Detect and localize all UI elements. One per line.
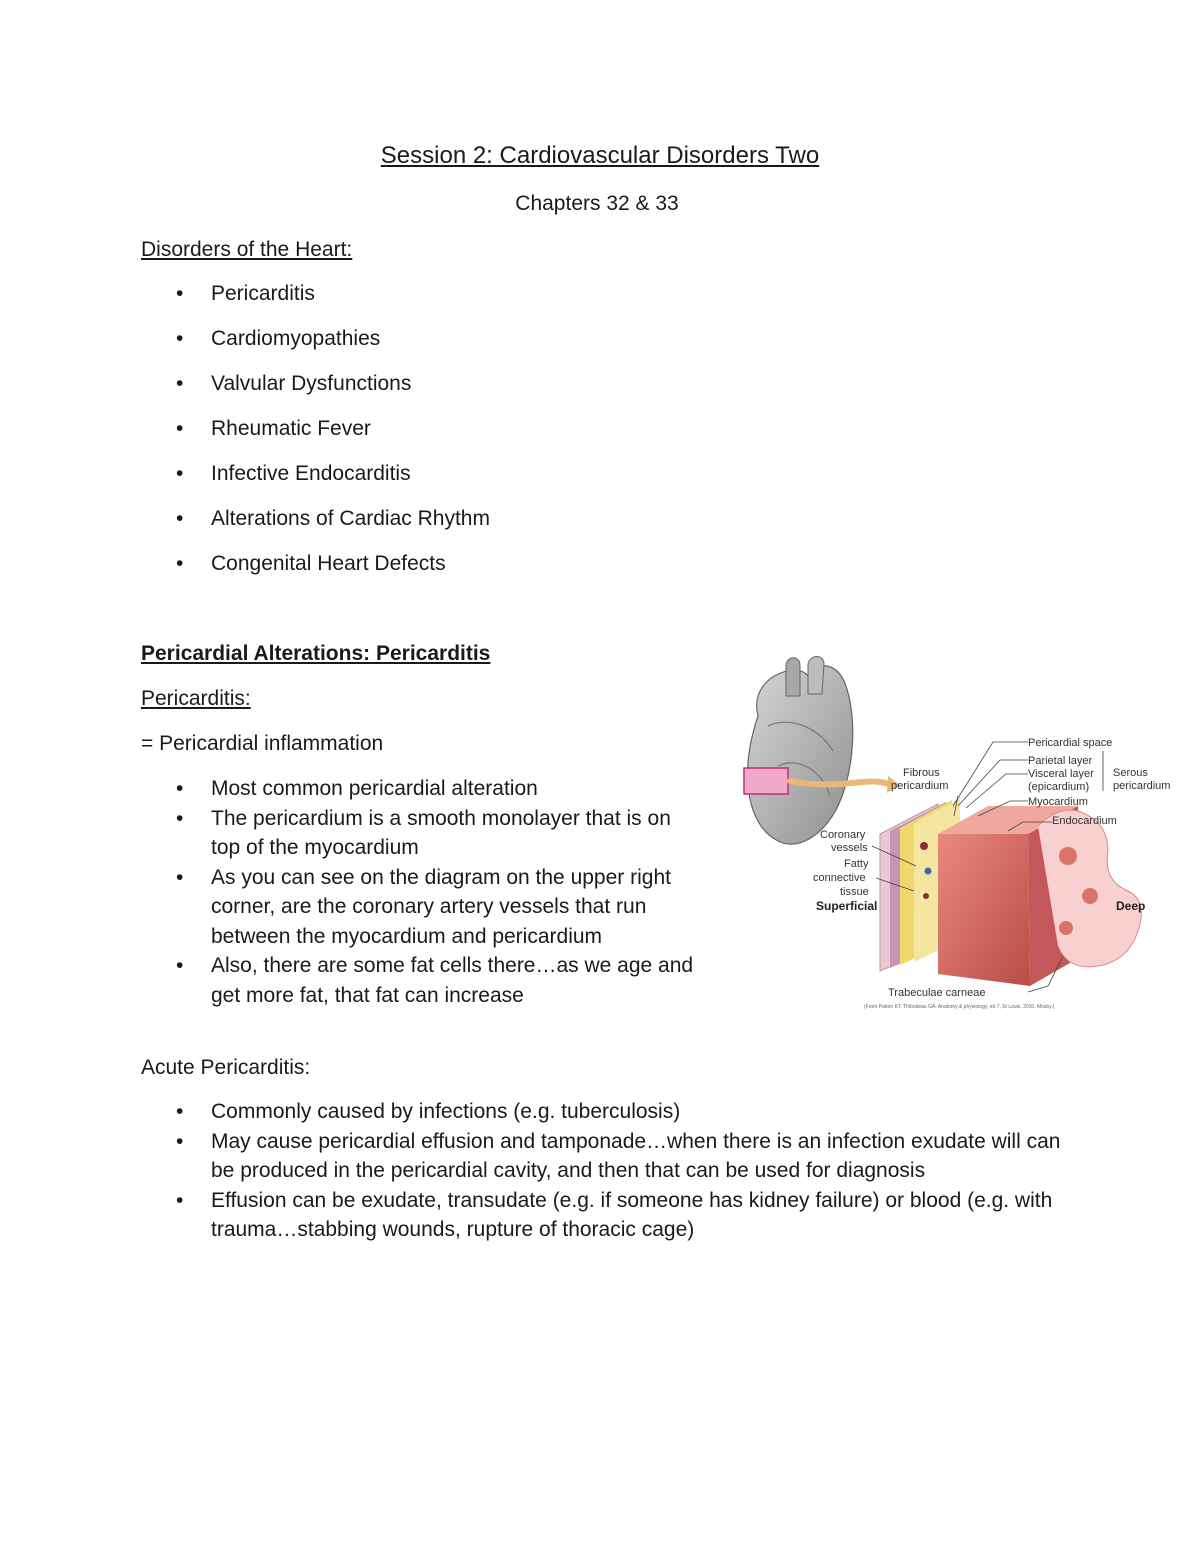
label-fibrous: Fibrous: [903, 767, 940, 779]
list-item: • Alterations of Cardiac Rhythm: [141, 507, 941, 552]
disorders-heading: Disorders of the Heart:: [141, 238, 353, 261]
list-item: • Pericarditis: [141, 282, 941, 327]
label-coronary: Coronary: [820, 829, 866, 841]
list-item: • Valvular Dysfunctions: [141, 372, 941, 417]
acute-heading: Acute Pericarditis:: [141, 1056, 311, 1079]
page-subtitle: Chapters 32 & 33: [515, 192, 679, 215]
highlight-box: [744, 768, 788, 794]
label-coronary-vessels: vessels: [831, 842, 868, 854]
list-item: • Effusion can be exudate, transudate (e.g. if someone has kidney failure) or blood (e.g. with trauma…stabbing wounds, rupture of thoracic cage): [141, 1186, 1061, 1245]
list-item: • Congenital Heart Defects: [141, 552, 941, 597]
list-item: • Rheumatic Fever: [141, 417, 941, 462]
label-fatty-tissue: tissue: [840, 886, 869, 898]
label-superficial: Superficial: [816, 899, 878, 913]
label-endocardium: Endocardium: [1052, 815, 1117, 827]
section-heading: Pericardial Alterations: Pericarditis: [141, 642, 491, 665]
heart-illustration: [744, 657, 853, 845]
label-deep: Deep: [1116, 899, 1146, 913]
label-epicardium: (epicardium): [1028, 781, 1090, 793]
zoom-arrow: [790, 781, 888, 785]
label-serous-pericardium: pericardium: [1113, 780, 1171, 792]
list-item: • Infective Endocarditis: [141, 462, 941, 507]
acute-list: [141, 1097, 1061, 1245]
pericarditis-definition: = Pericardial inflammation: [141, 732, 384, 755]
label-pericardial-space: Pericardial space: [1028, 737, 1113, 749]
label-trabeculae: Trabeculae carneae: [888, 987, 986, 999]
label-serous: Serous: [1113, 767, 1148, 779]
diagram-credit: (From Patton KT, Thibodeau GA: Anatomy & physiology, ed 7, St Louis, 2010, Mosby.): [864, 1004, 1055, 1010]
pericarditis-subheading: Pericarditis:: [141, 687, 251, 710]
page-title: Session 2: Cardiovascular Disorders Two: [380, 142, 820, 169]
heart-wall-diagram: [738, 656, 1182, 1012]
list-item: • Cardiomyopathies: [141, 327, 941, 372]
label-fibrous-pericardium: pericardium: [891, 780, 949, 792]
label-visceral-layer: Visceral layer: [1028, 768, 1094, 780]
label-myocardium: Myocardium: [1028, 796, 1088, 808]
list-item: • May cause pericardial effusion and tamponade…when there is an infection exudate will can be produced in the pericardial cavity, and then that can be used for diagnosis: [141, 1127, 1061, 1186]
list-item: • Also, there are some fat cells there…as we age and get more fat, that fat can increase: [141, 951, 703, 1010]
list-item: • Commonly caused by infections (e.g. tuberculosis): [141, 1097, 1061, 1127]
list-item: • The pericardium is a smooth monolayer that is on top of the myocardium: [141, 804, 703, 863]
label-fatty-connective: connective: [813, 872, 866, 884]
label-fatty: Fatty: [844, 858, 869, 870]
disorders-list: [141, 282, 941, 597]
pericarditis-list: [141, 774, 703, 1010]
list-item: • As you can see on the diagram on the upper right corner, are the coronary artery vessels that run between the myocardium and pericardium: [141, 863, 703, 952]
list-item: • Most common pericardial alteration: [141, 774, 703, 804]
label-parietal-layer: Parietal layer: [1028, 755, 1093, 767]
